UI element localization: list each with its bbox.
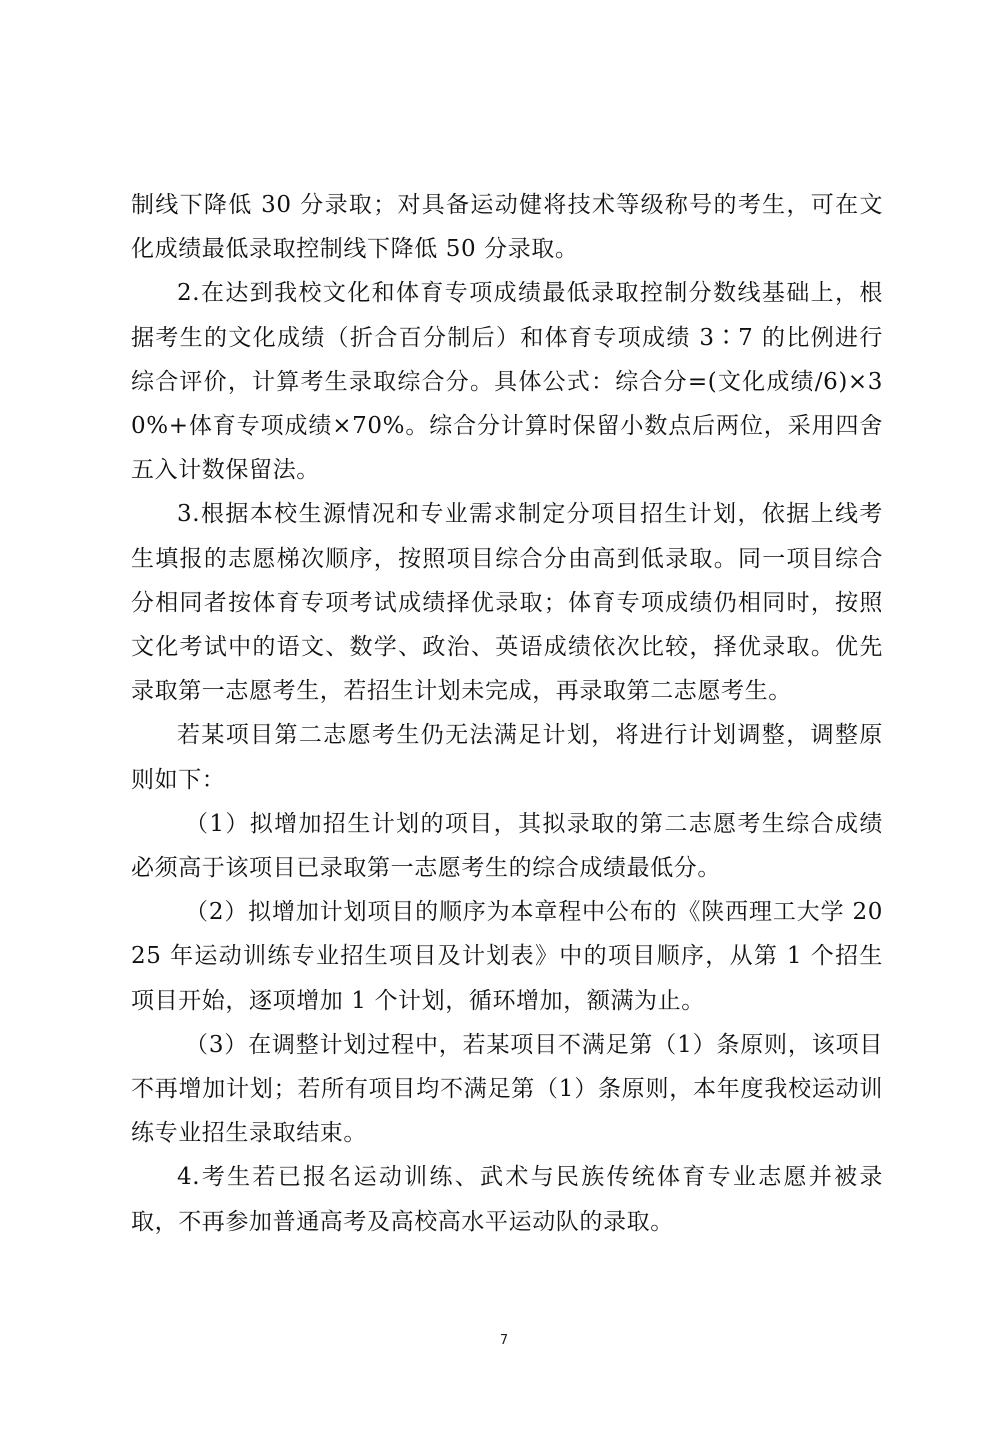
paragraph-adjustment-intro: 若某项目第二志愿考生仍无法满足计划，将进行计划调整，调整原则如下： [131, 722, 883, 793]
paragraph-continuation: 制线下降低 30 分录取；对具备运动健将技术等级称号的考生，可在文化成绩最低录取控制线下降低 50 分录取。 [131, 192, 883, 263]
paragraph-item-2: 2.在达到我校文化和体育专项成绩最低录取控制分数线基础上，根据考生的文化成绩（折合百分制后）和体育专项成绩 3∶7 的比例进行综合评价，计算考生录取综合分。具体公式：综合分=(文化成绩/6)×30%+体育专项成绩×70%。综合分计算时保留小数点后两位，采用四舍五入计数保留法。 [131, 280, 883, 484]
page-number: 7 [499, 1333, 509, 1348]
paragraph-rule-1: （1）拟增加招生计划的项目，其拟录取的第二志愿考生综合成绩必须高于该项目已录取第一志愿考生的综合成绩最低分。 [131, 810, 883, 882]
body-text [131, 183, 883, 1244]
paragraph-item-3: 3.根据本校生源情况和专业需求制定分项目招生计划，依据上线考生填报的志愿梯次顺序，按照项目综合分由高到低录取。同一项目综合分相同者按体育专项考试成绩择优录取；体育专项成绩仍相同时，按照文化考试中的语文、数学、政治、英语成绩依次比较，择优录取。优先录取第一志愿考生，若招生计划未完成，再录取第二志愿考生。 [131, 501, 883, 705]
paragraph-rule-3: （3）在调整计划过程中，若某项目不满足第（1）条原则，该项目不再增加计划；若所有项目均不满足第（1）条原则，本年度我校运动训练专业招生录取结束。 [131, 1031, 883, 1147]
paragraph-rule-2: （2）拟增加计划项目的顺序为本章程中公布的《陕西理工大学 2025 年运动训练专业招生项目及计划表》中的项目顺序，从第 1 个招生项目开始，逐项增加 1 个计划，循环增加，额满为止。 [131, 899, 883, 1014]
paragraph-item-4: 4.考生若已报名运动训练、武术与民族传统体育专业志愿并被录取，不再参加普通高考及高校高水平运动队的录取。 [131, 1164, 883, 1235]
